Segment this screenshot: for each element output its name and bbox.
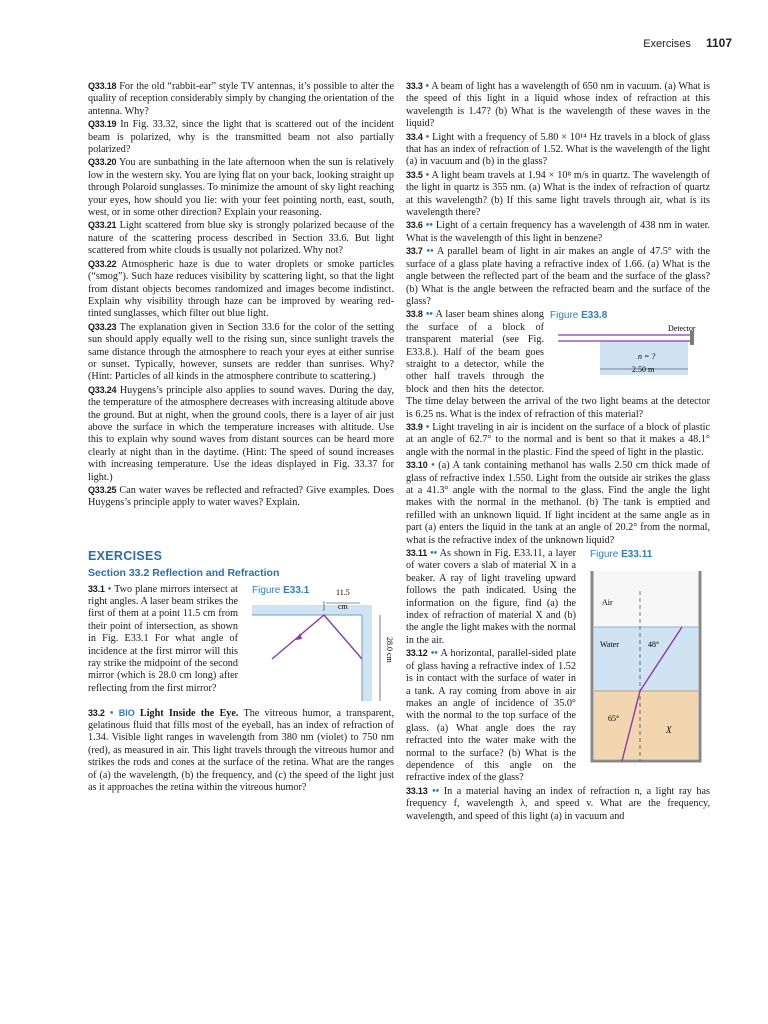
detector-box [690,331,694,345]
exercise-number: 33.11 [406,548,428,559]
figure-label: Figure [590,549,619,561]
item-number: Q33.25 [88,485,117,495]
section-heading: Section 33.2 Reflection and Refraction [88,567,280,580]
exercise-text: A horizontal, parallel-sided plate of glass having a refractive index of 1.52 is in contact with the surface of [406,648,576,685]
n-label: n = ? [638,351,656,361]
figure-e33-11-drawing [582,561,710,769]
figure-id: E33.11 [621,549,653,561]
x-label: X [666,725,672,736]
exercise-item [406,219,710,245]
exercises-33-3-to-33-7 [406,80,710,308]
item-number: Q33.23 [88,321,117,332]
angle-65: 65° [608,714,620,724]
exercise-text: The vitreous humor, a transparent, gelatinous fluid that fills most of the eyeball, has an index of refraction of 1.34. Visible light ranges in wavelength from 380 nm (violet) to 750 nm (red), as measured in air. This light travels through the vitreous humor and strikes the rods and cones at the surface of the retina. What are the ranges of (a) the wavelength, (b) the frequency, and (c) the speed of the light just as it approaches the retina within the vitreous humor? [88,707,394,794]
item-number: 33.5 [406,169,423,180]
question-item [88,118,394,156]
page-number: 1107 [705,36,732,50]
difficulty-dots: • [109,707,114,719]
exercise-33-1 [88,583,394,696]
angle-48: 48° [648,640,660,650]
item-text: The explanation given in Section 33.6 for the color of the setting sun should apply equally well to the rising sun, since sunlight travels the same distance through the atmosphere to reach your eyes at either sunrise or sunset. Typically, however, sunsets are redder than sunrises. Why? (Hint: Particles of all kinds in the atmosphere contribute to scattering.) [88,321,394,383]
exercises-heading: EXERCISES [88,548,163,563]
figure-e33-11 [582,549,710,773]
item-text: Light traveling in air is incident on the surface of a block of plastic at an angle of 62.7° to the normal and is bent so that it makes a 48.1° angle with the normal in the plastic. Find the speed of light in the plastic. [406,421,711,458]
exercise-text: As shown in Fig. E33.11, a layer of water covers a slab of material X in a beaker. A ray of light traveling upward follows the path indicated. Using the information on the figure, find (a) the index of refraction of material X and (b) the angle the light makes with the normal in the air. [406,548,577,646]
exercise-33-2 [88,707,394,795]
item-text: You are sunbathing in the late afternoon when the sun is relatively low in the western sky. You are lying flat on your back, looking straight up through Polaroid sunglasses. To minimize the amount of sky light reaching your eyes, how should you lie: with your feet pointing north, east, south, west, or in some other direction? Explain your reasoning. [88,157,394,219]
exercise-text-cont: water in a tank. A ray coming from above in air makes an angle of incidence of 35.0° with the normal to the top surface of the glass. (a) What angle does the ray refracted into the water make with the normal to the surface? (b) What is the dependence of this angle on the refractive index of the glass? [406,673,576,784]
item-text: (a) A tank containing methanol has walls 2.50 cm thick made of glass of refractive index 1.550. Light from the outside air strikes the glass at a 41.3° angle with the normal to the glass. Find the angle the light makes with the normal in the methanol. (b) The tank is emptied and refilled with an unknown liquid. If light incident at the same angle as in part (a) enters the liquid in the tank at an angle of 20.2° from the normal, what is the refractive index of the unknown liquid? [406,460,711,546]
running-head: Exercises [643,38,691,50]
difficulty-dots: •• [425,309,433,321]
laser-ray [272,615,362,659]
figure-id: E33.1 [283,584,310,596]
item-number: Q33.21 [88,220,117,231]
item-number: Q33.20 [88,157,117,168]
discussion-questions [88,80,394,510]
difficulty-dots: • [107,583,112,595]
item-text: A beam of light has a wavelength of 650 nm in vacuum. (a) What is the speed of this light in a liquid whose index of refraction at this wavelength is 1.47? (b) What is the wavelength of these waves in the liquid? [406,81,710,130]
item-text: Light with a frequency of 5.80 × 10¹⁴ Hz travels in a block of glass that has an index of refraction of 1.52. What is the wavelength of the light (a) in vacuum and (b) in the glass? [406,131,710,168]
item-number: 33.6 [406,220,423,231]
air-label: Air [602,598,613,608]
figure-id: E33.8 [581,310,608,322]
exercise-number: 33.2 [88,707,105,718]
difficulty-dots: • [425,169,430,181]
figure-label: Figure [252,584,281,596]
exercise-text: A laser beam shines along the surface of a block of transparent material (see Fig. E33.8.). Half of the beam goes straight to a detector, while the other half travels through the [406,309,545,383]
slab-x [594,691,698,759]
item-text: Light scattered from blue sky is strongly polarized because of the nature of the scattering process described in Section 33.6. But light scattered from white clouds is usually not polarized. Why not? [88,220,395,257]
item-number: 33.10 [406,460,428,471]
bio-tag: BIO [118,707,135,718]
item-text: Atmospheric haze is due to water droplets or smoke particles (“smog”). Such haze reduces visibility by scattering light, so that the light from distant objects becomes randomized and images become indistinct. Explain why visibility through haze can be improved by wearing red-tinted sunglasses, which filter out blue light. [88,258,394,320]
exercise-item [406,459,710,547]
question-item [88,156,394,219]
exercise-item [406,169,710,220]
exercises-33-9-to-33-10 [406,421,710,547]
item-text: A light beam travels at 1.94 × 10⁸ m/s in quartz. The wavelength of the light in quartz is 355 nm. (a) What is the index of refraction of quartz at this wavelength? (b) If this same light travels through air, what is its wavelength there? [406,169,711,219]
figure-label: Figure [550,310,579,322]
question-item [88,321,394,384]
difficulty-dots: •• [432,785,440,797]
exercise-text: In a material having an index of refraction n, a light ray has frequency f, wavelength λ, and speed v. What are the frequency, wavelength, and speed of this light (a) in vacuum and [406,785,711,822]
figure-e33-8 [550,310,710,390]
item-text: Can water waves be reflected and refracted? Give examples. Does Huygens’s principle apply to water waves? Explain. [88,485,394,509]
difficulty-dots: • [425,131,430,143]
exercise-item [406,421,710,459]
difficulty-dots: • [431,460,435,472]
exercise-text-cont: block and then hits the detector. The time delay between the arrival of the two light beams at the detector is 6.25 ns. What is the index of refraction of this material? [406,383,710,420]
exercise-item [406,245,710,308]
figure-e33-8-drawing [550,323,710,385]
exercise-number: 33.1 [88,583,105,594]
item-text: In Fig. 33.32, since the light that is scattered out of the incident beam is polarized, why is the transmitted beam not also partially polarized? [88,119,395,156]
question-item [88,484,394,510]
difficulty-dots: •• [430,548,438,560]
mirror-1 [252,605,370,615]
page-header [643,36,732,50]
item-number: Q33.19 [88,119,117,130]
exercise-item [406,131,710,169]
exercise-33-8 [406,308,710,421]
item-text: Light of a certain frequency has a wavelength of 438 nm in water. What is the wavelength of this light in benzene? [406,220,711,244]
item-number: Q33.18 [88,81,117,91]
question-item [88,80,394,118]
right-column [406,80,710,823]
item-text: A parallel beam of light in air makes an angle of 47.5° with the surface of a glass plate having a refractive index of 1.66. (a) What is the angle between the reflected part of the beam and the surface of the glass? (b) What is the angle between the refracted beam and the surface of the glass? [406,246,711,307]
item-number: 33.3 [406,81,423,91]
exercise-33-13 [406,785,710,823]
exercise-title: Light Inside the Eye. [139,707,239,719]
mirror-2 [362,605,372,701]
exercise-number: 33.8 [406,309,423,320]
left-column [88,80,394,794]
dim-11-5-unit: cm [338,602,348,612]
item-number: 33.9 [406,421,423,432]
item-number: Q33.24 [88,384,117,395]
exercise-number: 33.13 [406,785,428,796]
item-text: Huygens’s principle also applies to sound waves. During the day, the temperature of the atmosphere decreases with increasing altitude above the ground. But at night, when the ground cools, there is a layer of air just above the surface in which the temperature increases with altitude. Use this to explain why sound waves from distant sources can be heard more clearly at night than in the daytime. (Hint: The speed of sound increases with increasing temperature. Use the ideas displayed in Fig. 33.37 for light.) [88,384,394,483]
difficulty-dots: • [425,421,430,433]
difficulty-dots: • [425,81,430,92]
question-item [88,258,394,321]
question-item [88,384,394,484]
detector-label: Detector [668,323,696,333]
water-label: Water [600,640,619,650]
exercise-number: 33.12 [406,648,428,659]
item-number: Q33.22 [88,258,117,269]
item-number: 33.4 [406,131,423,142]
dim-28-0: 28.0 cm [385,637,394,663]
question-item [88,219,394,257]
difficulty-dots: •• [425,220,433,232]
difficulty-dots: •• [430,648,438,660]
item-number: 33.7 [406,246,423,257]
figure-e33-1 [244,583,394,705]
exercise-text: Two plane mirrors intersect at right angles. A laser beam strikes the first of them at a point 11.5 cm from their point of intersection, as shown in Fig. E33.1 For what angle of incidence at the first mirror will this ray strike the midpoint of the second mirror (which is 28.0 cm long) after reflecting from the first mirror? [88,583,238,694]
exercise-item [406,80,710,131]
item-text: For the old “rabbit-ear” style TV antennas, it’s possible to alter the quality of reception considerably simply by changing the orientation of the antenna. Why? [88,81,394,117]
length-label: 2.50 m [632,364,655,374]
dim-11-5: 11.5 [336,588,350,598]
difficulty-dots: •• [426,246,434,258]
